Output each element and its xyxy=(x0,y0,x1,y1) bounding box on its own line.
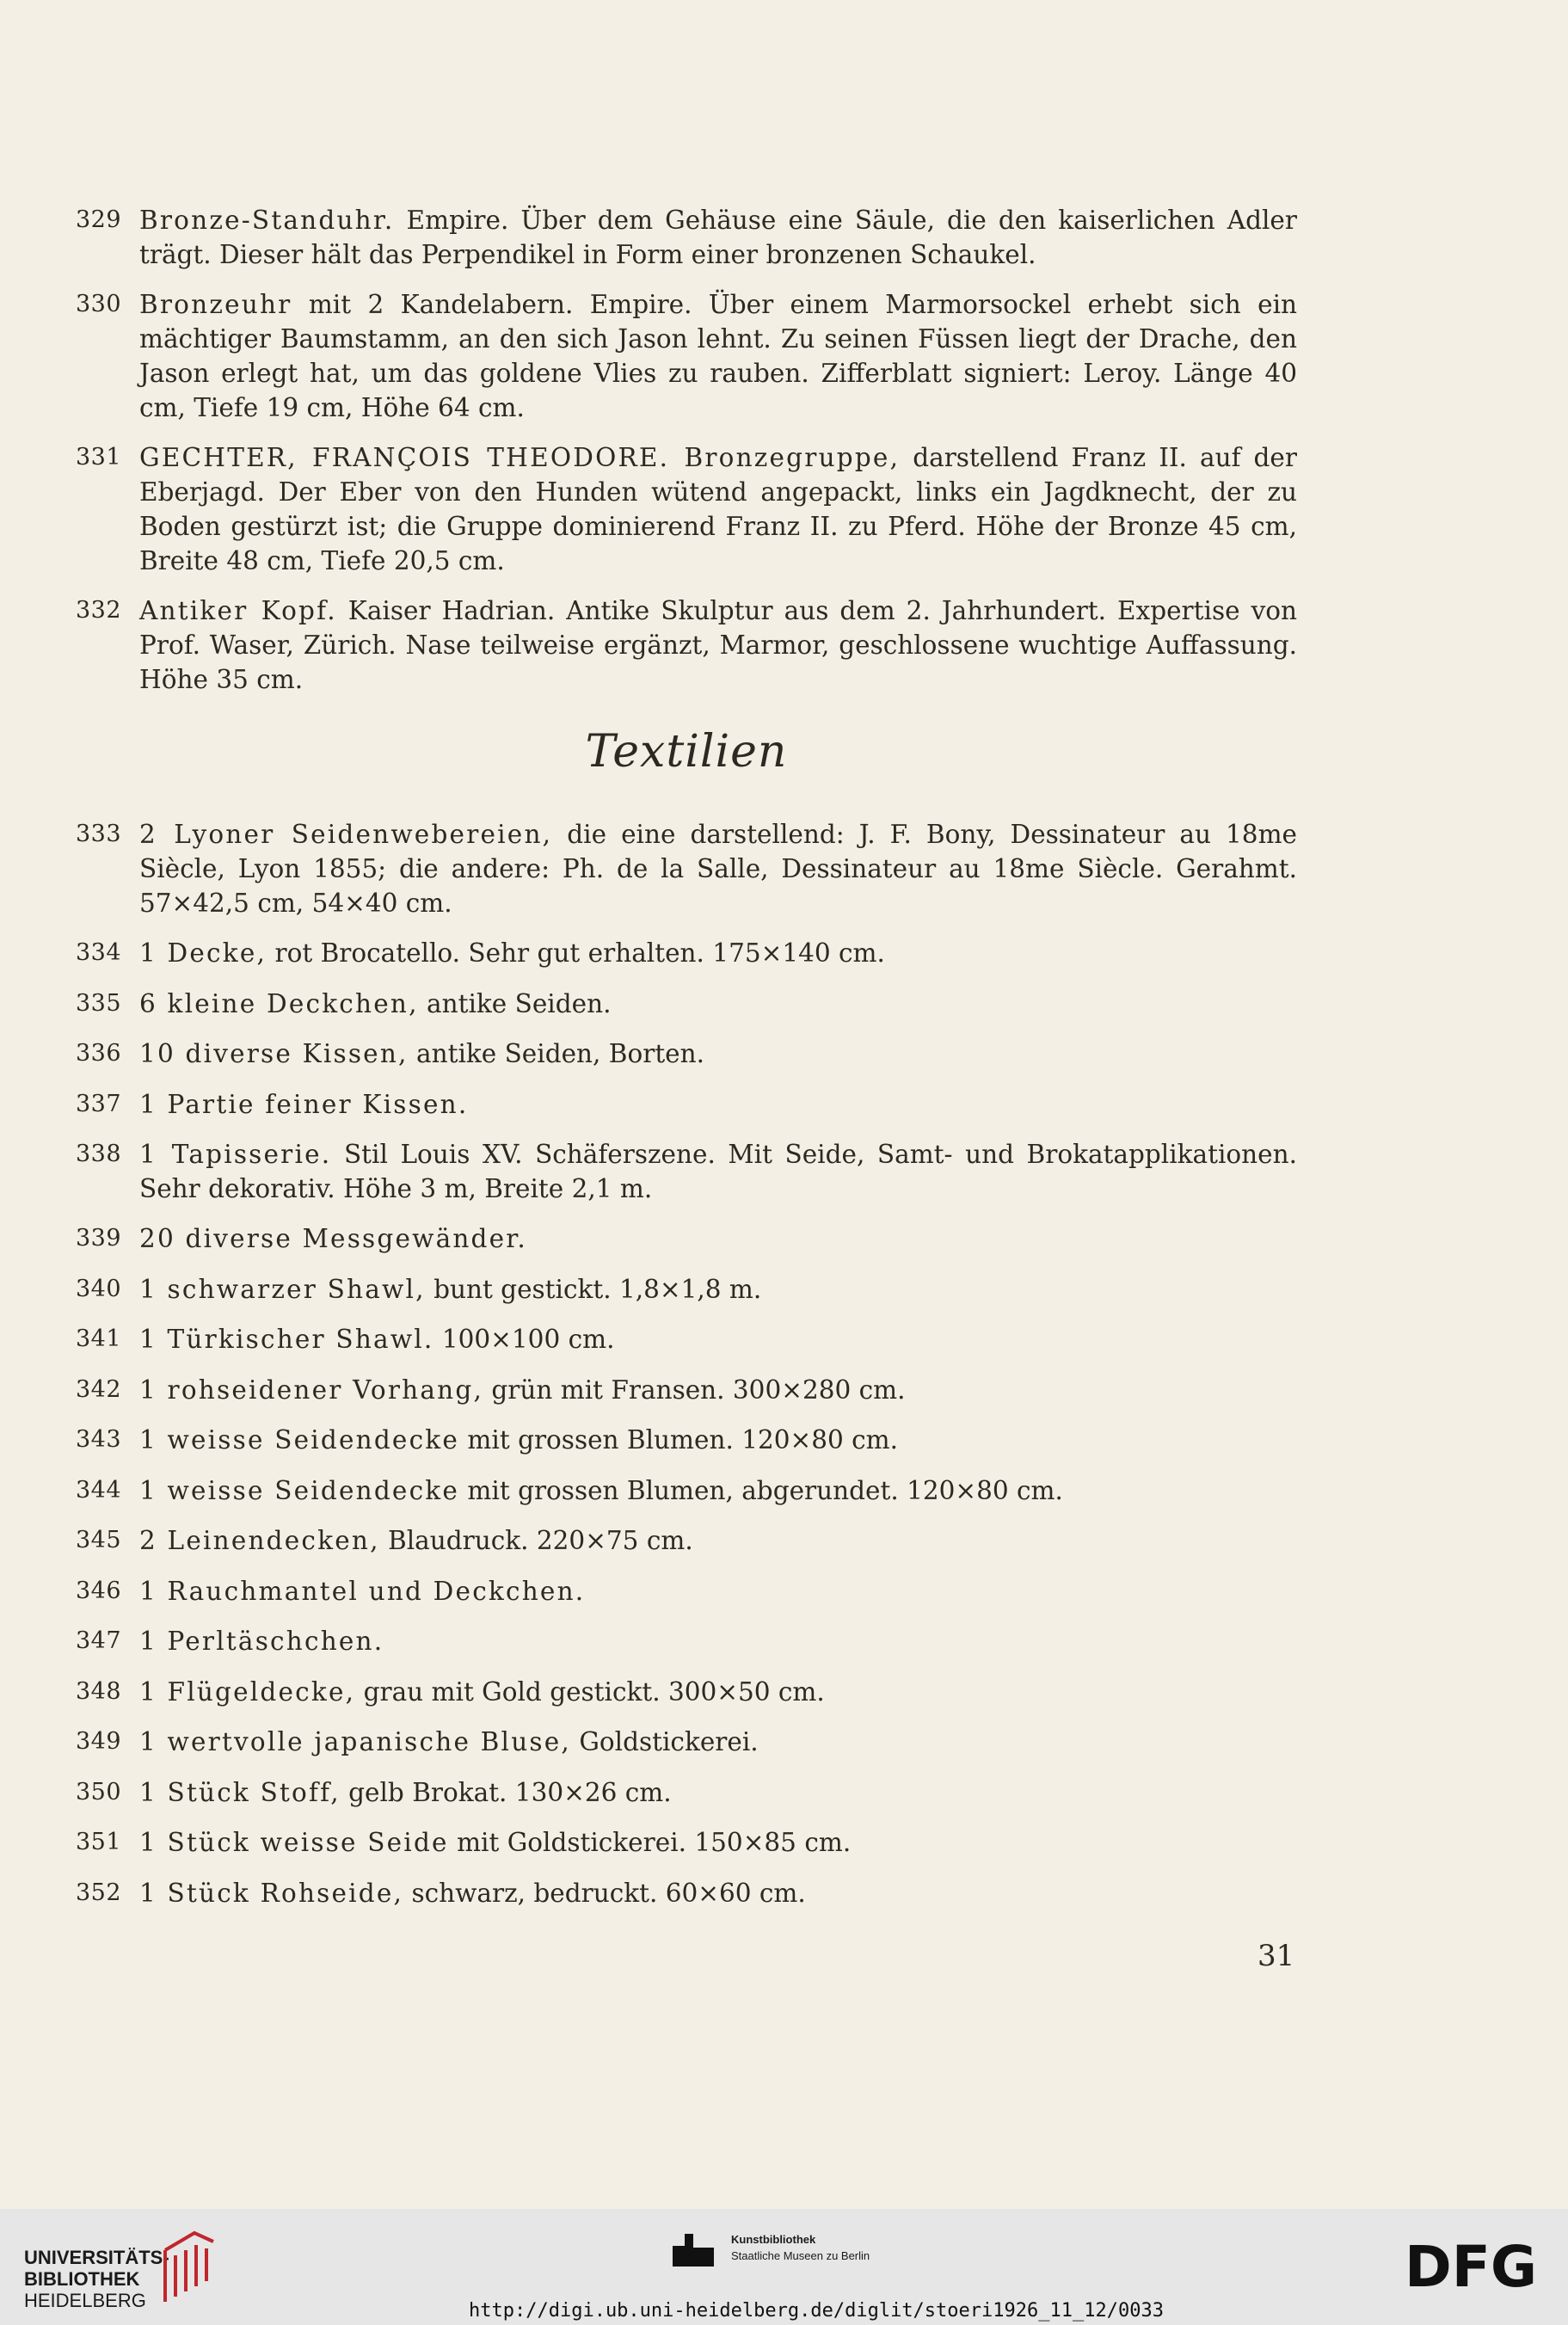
entry-description: mit Goldstickerei. 150×85 cm. xyxy=(448,1828,852,1857)
catalog-entry xyxy=(76,1423,1297,1457)
entry-lead: 1 Tapisserie. xyxy=(139,1140,332,1169)
footer-bar xyxy=(0,2209,1568,2325)
entry-number: 341 xyxy=(76,1325,122,1352)
entry-number: 330 xyxy=(76,291,122,317)
entry-number: 334 xyxy=(76,939,122,966)
entry-description: 100×100 cm. xyxy=(434,1325,615,1354)
catalog-entry xyxy=(76,1036,1297,1071)
catalog-entry xyxy=(76,1624,1297,1658)
entry-lead: 1 rohseidener Vorhang, xyxy=(139,1375,484,1405)
section-heading: Textilien xyxy=(585,726,788,778)
entry-lead: 1 Decke, xyxy=(139,938,267,968)
entry-number: 331 xyxy=(76,444,122,471)
entry-lead: 1 schwarzer Shawl, xyxy=(139,1274,426,1304)
dfg-logo-text: DFG xyxy=(1404,2240,1538,2291)
catalog-entry xyxy=(76,287,1297,425)
entry-number: 340 xyxy=(76,1275,122,1302)
entry-description: grau mit Gold gestickt. 300×50 cm. xyxy=(355,1676,825,1707)
catalog-entry xyxy=(76,1876,1297,1910)
entry-lead: GECHTER, FRANÇOIS THEODORE. Bronzegruppe, xyxy=(139,443,901,472)
entry-number: 337 xyxy=(76,1090,122,1117)
catalog-entry xyxy=(76,936,1297,970)
ub-line-3: HEIDELBERG xyxy=(24,2290,146,2311)
entry-description: Goldstickerei. xyxy=(570,1727,759,1756)
entry-number: 348 xyxy=(76,1677,122,1705)
entry-description: gelb Brokat. 130×26 cm. xyxy=(340,1777,672,1807)
catalog-entry xyxy=(76,1574,1297,1608)
entry-lead: 1 Perltäschchen. xyxy=(139,1627,384,1656)
entry-number: 339 xyxy=(76,1225,122,1252)
entry-lead: 1 weisse Seidendecke xyxy=(139,1475,460,1505)
entry-lead: 1 Stück weisse Seide xyxy=(139,1828,449,1857)
catalog-entry xyxy=(76,1725,1297,1759)
entry-number: 346 xyxy=(76,1577,122,1604)
entry-description: antike Seiden, Borten. xyxy=(408,1039,705,1068)
dfg-logo-icon[interactable] xyxy=(1395,2240,1546,2291)
entry-number: 351 xyxy=(76,1829,122,1855)
catalog-entry xyxy=(76,203,1297,272)
ub-line-2: BIBLIOTHEK xyxy=(24,2268,140,2290)
entry-description: Empire. Über dem Gehäuse eine Säule, die den kaiserlichen Adler trägt. Dieser hält das Perpendikel in Form einer bronzenen Schaukel. xyxy=(139,206,1297,269)
entry-lead: Bronzeuhr xyxy=(139,290,292,319)
kb-line-1: Kunstbibliothek xyxy=(731,2233,816,2246)
entry-lead: Bronze-Standuhr. xyxy=(139,206,395,235)
entry-lead: 6 kleine Deckchen, xyxy=(139,988,419,1018)
entry-description: grün mit Fransen. 300×280 cm. xyxy=(483,1375,906,1405)
entry-number: 338 xyxy=(76,1141,122,1167)
entry-description: mit 2 Kandelabern. Empire. Über einem Marmorsockel erhebt sich ein mächtiger Baumstamm, an den sich Jason lehnt. Zu seinen Füssen liegt der Drache, den Jason erlegt hat, um das goldene Vlies zu rauben. Zifferblatt signiert: Leroy. Länge 40 cm, Tiefe 19 cm, Höhe 64 cm. xyxy=(139,290,1297,422)
catalog-entry xyxy=(76,1373,1297,1407)
catalog-entry xyxy=(76,1473,1297,1508)
entry-description: mit grossen Blumen. 120×80 cm. xyxy=(459,1425,899,1455)
catalog-entry xyxy=(76,1221,1297,1256)
catalog-entry xyxy=(76,440,1297,578)
entry-lead: 2 Leinendecken, xyxy=(139,1526,380,1555)
entry-number: 333 xyxy=(76,821,122,847)
entry-lead: 1 Flügeldecke, xyxy=(139,1676,356,1707)
textile-entries xyxy=(76,817,1297,1910)
entry-description: mit grossen Blumen, abgerundet. 120×80 cm. xyxy=(459,1475,1063,1505)
sculpture-entries xyxy=(76,203,1297,697)
catalog-entry xyxy=(76,1087,1297,1122)
entry-description: schwarz, bedruckt. 60×60 cm. xyxy=(403,1878,806,1908)
catalog-entries xyxy=(76,203,1297,1926)
entry-lead: 1 Stück Stoff, xyxy=(139,1777,341,1807)
entry-lead: 10 diverse Kissen, xyxy=(139,1039,409,1068)
permalink-url[interactable]: http://digi.ub.uni-heidelberg.de/diglit/stoeri1926_11_12/0033 xyxy=(469,2300,1164,2322)
ub-heidelberg-logo-icon[interactable] xyxy=(160,2228,217,2305)
entry-number: 342 xyxy=(76,1375,122,1403)
entry-number: 344 xyxy=(76,1476,122,1504)
catalog-entry xyxy=(76,1272,1297,1307)
entry-description: darstellend Franz II. auf der Eberjagd. Der Eber von den Hunden wütend angepackt, links ein Jagdknecht, der zu Boden gestürzt ist; die Gruppe dominierend Franz II. zu Pferd. Höhe der Bronze 45 cm, Breite 48 cm, Tiefe 20,5 cm. xyxy=(139,443,1297,575)
page-number: 31 xyxy=(1257,1939,1295,1973)
kunstbibliothek-logo-icon[interactable] xyxy=(669,2230,719,2270)
entry-description: Blaudruck. 220×75 cm. xyxy=(379,1526,693,1555)
entry-number: 350 xyxy=(76,1778,122,1805)
catalog-entry xyxy=(76,1775,1297,1810)
entry-number: 352 xyxy=(76,1879,122,1906)
entry-number: 336 xyxy=(76,1040,122,1067)
entry-number: 349 xyxy=(76,1728,122,1755)
entry-description: bunt gestickt. 1,8×1,8 m. xyxy=(425,1274,762,1304)
catalog-entry xyxy=(76,1825,1297,1860)
catalog-entry xyxy=(76,1675,1297,1709)
entry-lead: 1 wertvolle japanische Bluse, xyxy=(139,1727,571,1756)
entry-number: 343 xyxy=(76,1426,122,1453)
entry-lead: 1 Partie feiner Kissen. xyxy=(139,1089,469,1119)
entry-description: die eine darstellend: J. F. Bony, Dessinateur au 18me Siècle, Lyon 1855; die andere: Ph. de la Salle, Dessinateur au 18me Siècle. Gerahmt. 57×42,5 cm, 54×40 cm. xyxy=(139,820,1297,918)
entry-description: Kaiser Hadrian. Antike Skulptur aus dem 2. Jahrhundert. Expertise von Prof. Waser, Zürich. Nase teilweise ergänzt, Marmor, geschlossene wuchtige Auffassung. Höhe 35 cm. xyxy=(139,596,1297,694)
catalog-entry xyxy=(76,1322,1297,1356)
entry-lead: 1 Stück Rohseide, xyxy=(139,1878,404,1908)
entry-lead: Antiker Kopf. xyxy=(139,596,337,625)
entry-description: Stil Louis XV. Schäferszene. Mit Seide, Samt- und Brokatapplikationen. Sehr dekorativ. Höhe 3 m, Breite 2,1 m. xyxy=(139,1140,1297,1203)
entry-lead: 2 Lyoner Seidenwebereien, xyxy=(139,820,553,849)
entry-number: 332 xyxy=(76,597,122,624)
entry-description: antike Seiden. xyxy=(418,988,612,1018)
catalog-entry xyxy=(76,594,1297,697)
catalog-entry xyxy=(76,817,1297,920)
entry-number: 335 xyxy=(76,989,122,1017)
entry-number: 329 xyxy=(76,206,122,233)
entry-lead: 20 diverse Messgewänder. xyxy=(139,1224,527,1253)
entry-description: rot Brocatello. Sehr gut erhalten. 175×140 cm. xyxy=(267,938,885,968)
catalog-entry xyxy=(76,987,1297,1021)
entry-number: 345 xyxy=(76,1527,122,1553)
catalog-entry xyxy=(76,1137,1297,1206)
entry-lead: 1 Rauchmantel und Deckchen. xyxy=(139,1576,586,1606)
ub-heidelberg-label xyxy=(24,2247,169,2311)
entry-number: 347 xyxy=(76,1627,122,1654)
ub-line-1: UNIVERSITÄTS- xyxy=(24,2247,169,2268)
catalog-entry xyxy=(76,1523,1297,1558)
entry-lead: 1 Türkischer Shawl. xyxy=(139,1325,434,1354)
kunstbibliothek-label xyxy=(731,2231,870,2264)
entry-lead: 1 weisse Seidendecke xyxy=(139,1425,460,1455)
kb-line-2: Staatliche Museen zu Berlin xyxy=(731,2249,870,2262)
